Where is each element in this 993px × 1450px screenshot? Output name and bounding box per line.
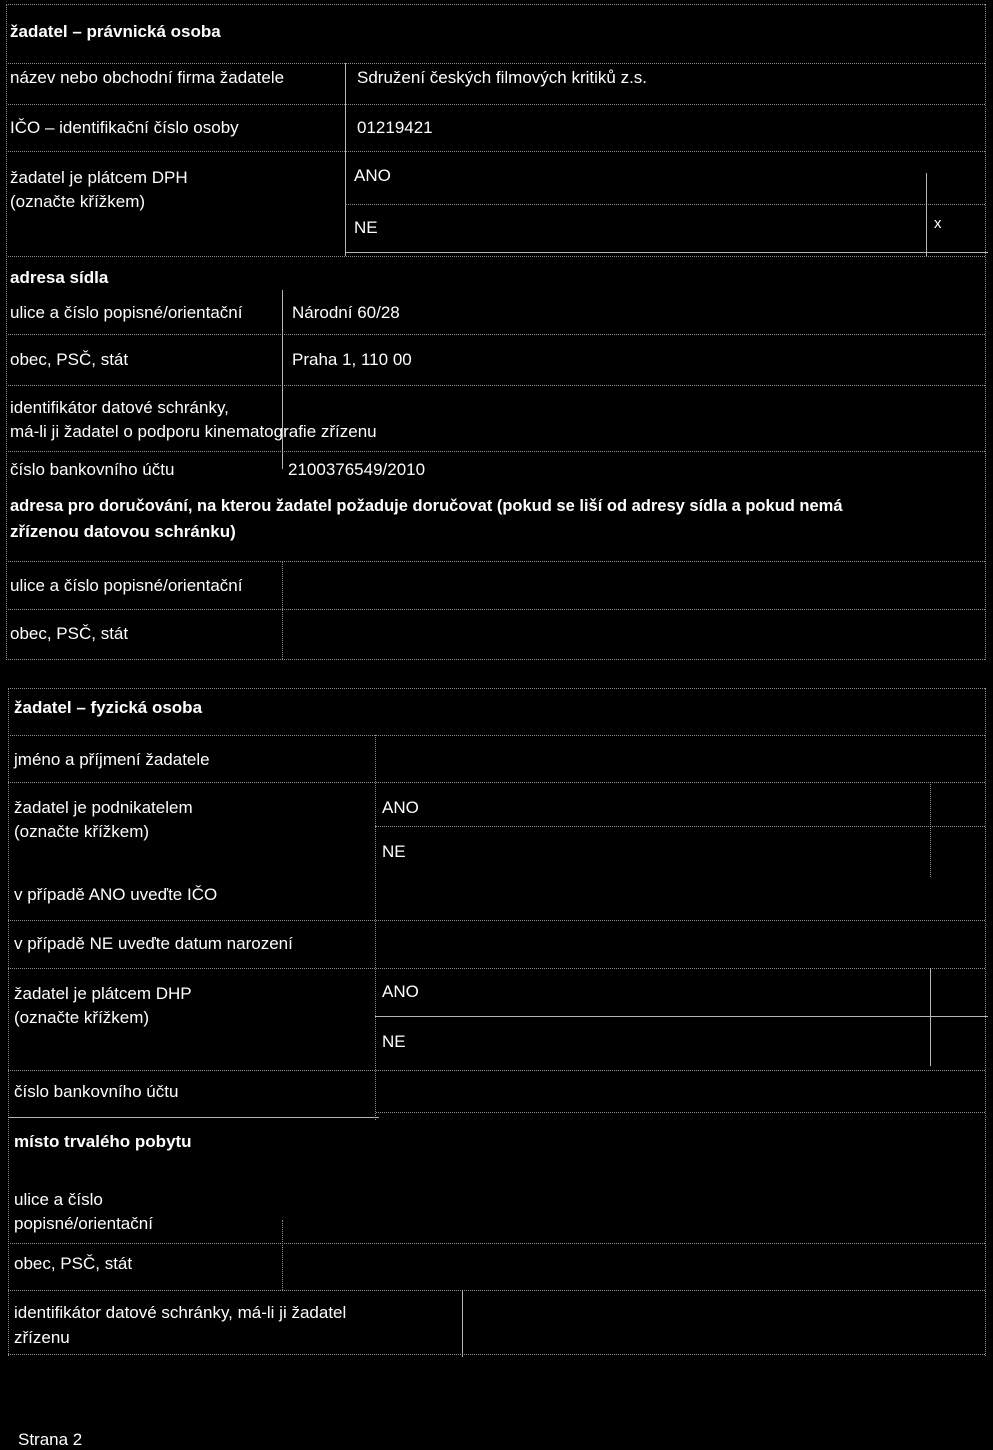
vat-no-option[interactable]: NE <box>354 218 378 237</box>
natural-person-heading: žadatel – fyzická osoba <box>14 698 203 717</box>
delivery-street-label: ulice a číslo popisné/orientační <box>10 576 243 595</box>
page-number: Strana 2 <box>18 1430 83 1449</box>
natural-vat-hint: (označte křížkem) <box>14 1008 150 1027</box>
natural-bank-label: číslo bankovního účtu <box>14 1082 179 1101</box>
delivery-address-heading: adresa pro doručování, na kterou žadatel požaduje doručovat (pokud se liší od adresy sídla a pokud nemá <box>10 497 843 515</box>
seat-databox-label: identifikátor datové schránky, <box>10 398 229 417</box>
if-no-birthdate-label: v případě NE uveďte datum narození <box>14 934 293 953</box>
if-yes-ico-label: v případě ANO uveďte IČO <box>14 885 218 904</box>
residence-city-label: obec, PSČ, stát <box>14 1254 133 1273</box>
seat-bank-field[interactable]: 2100376549/2010 <box>288 460 426 479</box>
entrepreneur-yes-option[interactable]: ANO <box>382 798 419 817</box>
natural-name-label: jméno a příjmení žadatele <box>14 750 210 769</box>
legal-person-heading: žadatel – právnická osoba <box>10 22 221 41</box>
residence-databox-label: identifikátor datové schránky, má-li ji žadatel <box>14 1303 347 1322</box>
seat-bank-label: číslo bankovního účtu <box>10 460 175 479</box>
entrepreneur-label: žadatel je podnikatelem <box>14 798 193 817</box>
entrepreneur-hint: (označte křížkem) <box>14 822 150 841</box>
natural-vat-no-option[interactable]: NE <box>382 1032 406 1051</box>
delivery-address-heading-2: zřízenou datovou schránku) <box>10 522 236 541</box>
natural-vat-label: žadatel je plátcem DHP <box>14 984 192 1003</box>
residence-heading: místo trvalého pobytu <box>14 1132 192 1151</box>
vat-payer-hint: (označte křížkem) <box>10 192 146 211</box>
natural-vat-yes-option[interactable]: ANO <box>382 982 419 1001</box>
seat-street-label: ulice a číslo popisné/orientační <box>10 303 243 322</box>
legal-name-label: název nebo obchodní firma žadatele <box>10 68 285 87</box>
legal-name-field[interactable]: Sdružení českých filmových kritiků z.s. <box>357 68 648 87</box>
vat-no-checkbox[interactable]: x <box>934 215 942 232</box>
vat-payer-label: žadatel je plátcem DPH <box>10 168 188 187</box>
residence-databox-label-2: zřízenu <box>14 1328 70 1347</box>
delivery-city-label: obec, PSČ, stát <box>10 624 129 643</box>
ico-label: IČO – identifikační číslo osoby <box>10 118 239 137</box>
seat-city-label: obec, PSČ, stát <box>10 350 129 369</box>
residence-street-label: ulice a číslo <box>14 1190 103 1209</box>
seat-databox-label-2: má-li ji žadatel o podporu kinematografie zřízenu <box>10 422 377 441</box>
residence-street-label-2: popisné/orientační <box>14 1214 153 1233</box>
seat-city-field[interactable]: Praha 1, 110 00 <box>292 350 412 369</box>
entrepreneur-no-option[interactable]: NE <box>382 842 406 861</box>
seat-street-field[interactable]: Národní 60/28 <box>292 303 400 322</box>
vat-yes-option[interactable]: ANO <box>354 166 391 185</box>
seat-address-heading: adresa sídla <box>10 268 109 287</box>
ico-field[interactable]: 01219421 <box>357 118 433 137</box>
